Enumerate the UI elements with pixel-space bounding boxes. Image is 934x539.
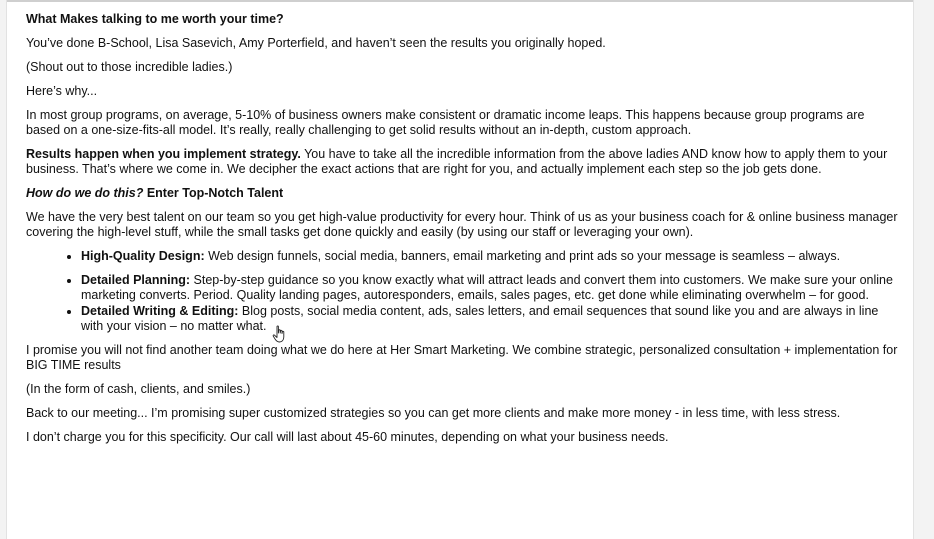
paragraph-1: You’ve done B-School, Lisa Sasevich, Amy Porterfield, and haven’t seen the results you originally hoped. (26, 36, 606, 50)
paragraph-8: I promise you will not find another team doing what we do here at Her Smart Marketing. We combine strategic, personalized consultation + implementation for BIG TIME results (26, 343, 898, 372)
left-margin (0, 0, 7, 539)
window-top-border (0, 0, 934, 2)
paragraph-5-bold: Results happen when you implement strategy. (26, 147, 301, 161)
list-item: • Detailed Writing & Editing: Blog posts, social media content, ads, sales letters, and email sequences that sound like you and are always in line with your vision – no matter what. (81, 304, 898, 334)
services-list (26, 249, 898, 334)
paragraph-5-text: You have to take all the incredible information from the above ladies AND know how to apply them to your business. That’s where we come in. We decipher the exact actions that are right for you, and actually implement each step so the job gets done. (26, 147, 888, 176)
paragraph-6 (26, 186, 898, 201)
doc-heading: What Makes talking to me worth your time? (26, 12, 284, 26)
hand-pointer-icon (272, 325, 288, 343)
right-scroll-gutter[interactable] (913, 0, 934, 539)
paragraph-9: (In the form of cash, clients, and smiles.) (26, 382, 251, 396)
paragraph-3: Here’s why... (26, 84, 98, 98)
paragraph-10: Back to our meeting... I’m promising super customized strategies so you can get more clients and make more money - in less time, with less stress. (26, 406, 841, 420)
paragraph-4: In most group programs, on average, 5-10% of business owners make consistent or dramatic income leaps. This happens because group programs are based on a one-size-fits-all model. It’s really, really challenging to get solid results without an in-depth, custom approach. (26, 108, 865, 137)
paragraph-2: (Shout out to those incredible ladies.) (26, 60, 233, 74)
paragraph-11: I don’t charge you for this specificity. Our call will last about 45-60 minutes, depending on what your business needs. (26, 430, 669, 444)
list-item: • Detailed Planning: Step-by-step guidance so you know exactly what will attract leads and convert them into customers. We make sure your online marketing converts. Period. Quality landing pages, autoresponders, emails, sales pages, etc. get done while eliminating overwhelm – for good. (81, 273, 898, 303)
paragraph-5 (26, 147, 898, 177)
paragraph-6-italic: How do we do this? (26, 186, 144, 200)
paragraph-7: We have the very best talent on our team so you get high-value productivity for every hour. Think of us as your business coach for & online business manager covering the high-level stuff, while the small tasks get done quickly and easily (by using our staff or leveraging your own). (26, 210, 898, 239)
paragraph-6-text: Enter Top-Notch Talent (143, 186, 284, 200)
document-body (26, 12, 898, 454)
list-item: • High-Quality Design: Web design funnels, social media, banners, email marketing and print ads so your message is seamless – always. (81, 249, 898, 264)
